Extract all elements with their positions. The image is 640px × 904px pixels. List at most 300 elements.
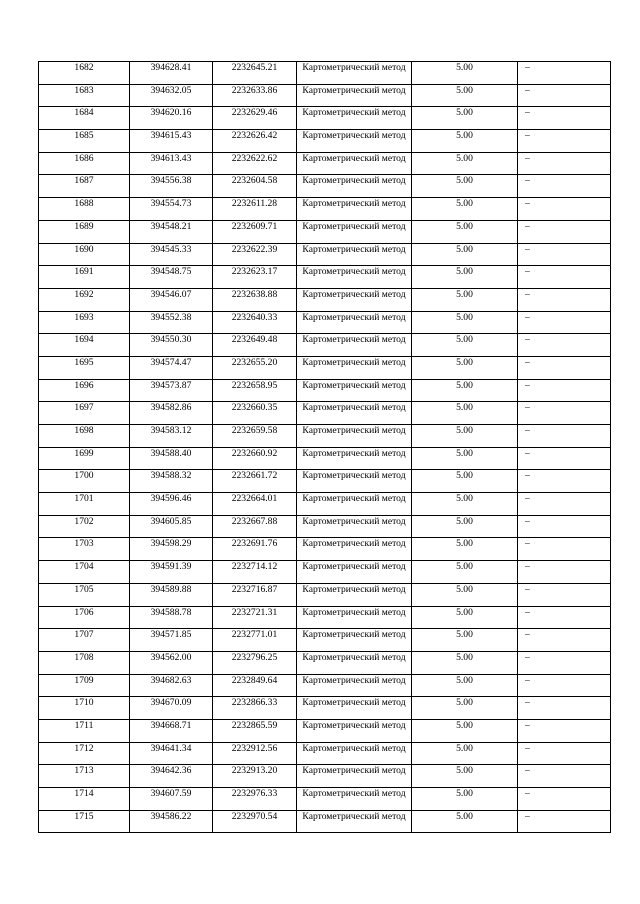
accuracy-text: 5.00 — [456, 175, 473, 187]
method-text: Картометрический метод — [302, 765, 406, 777]
note-text: – — [525, 538, 530, 550]
coordinates-table — [38, 61, 611, 833]
y-coordinate-text: 2232970.54 — [231, 810, 278, 822]
point-number-cell — [39, 402, 130, 425]
accuracy-cell — [412, 130, 518, 153]
y-coordinate-cell — [213, 425, 297, 448]
x-coordinate-text: 394605.85 — [150, 515, 192, 527]
point-number-text: 1703 — [74, 538, 94, 550]
method-text: Картометрический метод — [302, 379, 406, 391]
method-cell — [297, 561, 412, 584]
x-coordinate-text: 394598.29 — [150, 538, 192, 550]
y-coordinate-cell — [213, 288, 297, 311]
method-text: Картометрический метод — [302, 152, 406, 164]
method-text: Картометрический метод — [302, 788, 406, 799]
point-number-cell — [39, 425, 130, 448]
accuracy-text: 5.00 — [456, 697, 473, 709]
table-row — [39, 62, 611, 85]
x-coordinate-text: 394586.22 — [150, 810, 192, 822]
y-coordinate-cell — [213, 674, 297, 697]
x-coordinate-text: 394588.78 — [150, 606, 192, 618]
note-text: – — [525, 288, 530, 300]
note-cell — [518, 243, 611, 266]
note-cell — [518, 515, 611, 538]
accuracy-cell — [412, 175, 518, 198]
accuracy-text: 5.00 — [456, 425, 473, 436]
y-coordinate-text: 2232645.21 — [231, 62, 278, 73]
x-coordinate-text: 394582.86 — [150, 402, 192, 414]
accuracy-cell — [412, 311, 518, 334]
x-coordinate-text: 394556.38 — [150, 175, 192, 187]
method-text: Картометрический метод — [302, 130, 406, 142]
x-coordinate-text: 394574.47 — [150, 356, 192, 368]
table-row — [39, 402, 611, 425]
y-coordinate-text: 2232976.33 — [231, 788, 278, 799]
method-cell — [297, 742, 412, 765]
y-coordinate-text: 2232629.46 — [231, 107, 278, 119]
point-number-text: 1694 — [74, 334, 94, 346]
note-cell — [518, 266, 611, 289]
method-text: Картометрический метод — [302, 606, 406, 618]
method-cell — [297, 651, 412, 674]
note-text: – — [525, 810, 530, 822]
y-coordinate-text: 2232622.62 — [231, 152, 278, 164]
x-coordinate-text: 394591.39 — [150, 561, 192, 573]
method-text: Картометрический метод — [302, 719, 406, 731]
y-coordinate-cell — [213, 606, 297, 629]
note-text: – — [525, 719, 530, 731]
method-text: Картометрический метод — [302, 742, 406, 754]
x-coordinate-cell — [130, 651, 213, 674]
accuracy-cell — [412, 629, 518, 652]
y-coordinate-cell — [213, 175, 297, 198]
accuracy-text: 5.00 — [456, 810, 473, 822]
x-coordinate-cell — [130, 107, 213, 130]
table-row — [39, 311, 611, 334]
x-coordinate-text: 394571.85 — [150, 629, 192, 641]
x-coordinate-cell — [130, 379, 213, 402]
accuracy-text: 5.00 — [456, 788, 473, 799]
point-number-text: 1709 — [74, 674, 94, 686]
x-coordinate-cell — [130, 583, 213, 606]
x-coordinate-text: 394548.21 — [150, 220, 192, 232]
x-coordinate-text: 394548.75 — [150, 266, 192, 278]
note-text: – — [525, 742, 530, 754]
point-number-text: 1683 — [74, 84, 94, 96]
accuracy-text: 5.00 — [456, 742, 473, 754]
note-cell — [518, 697, 611, 720]
note-cell — [518, 447, 611, 470]
note-cell — [518, 107, 611, 130]
method-cell — [297, 810, 412, 833]
method-text: Картометрический метод — [302, 470, 406, 482]
point-number-text: 1687 — [74, 175, 94, 187]
point-number-text: 1689 — [74, 220, 94, 232]
accuracy-cell — [412, 356, 518, 379]
table-row — [39, 288, 611, 311]
point-number-text: 1691 — [74, 266, 94, 278]
note-cell — [518, 606, 611, 629]
y-coordinate-text: 2232622.39 — [231, 243, 278, 255]
accuracy-cell — [412, 651, 518, 674]
method-cell — [297, 629, 412, 652]
x-coordinate-text: 394588.32 — [150, 470, 192, 482]
point-number-cell — [39, 62, 130, 85]
y-coordinate-cell — [213, 742, 297, 765]
x-coordinate-cell — [130, 493, 213, 516]
accuracy-cell — [412, 62, 518, 85]
y-coordinate-text: 2232716.87 — [231, 583, 278, 595]
accuracy-text: 5.00 — [456, 107, 473, 119]
accuracy-cell — [412, 220, 518, 243]
note-text: – — [525, 356, 530, 368]
y-coordinate-text: 2232796.25 — [231, 651, 278, 663]
accuracy-cell — [412, 719, 518, 742]
y-coordinate-text: 2232611.28 — [231, 198, 278, 210]
note-cell — [518, 311, 611, 334]
y-coordinate-text: 2232865.59 — [231, 719, 278, 731]
note-text: – — [525, 402, 530, 414]
accuracy-text: 5.00 — [456, 220, 473, 232]
x-coordinate-cell — [130, 788, 213, 811]
y-coordinate-text: 2232849.64 — [231, 674, 278, 686]
point-number-cell — [39, 651, 130, 674]
method-cell — [297, 243, 412, 266]
accuracy-cell — [412, 425, 518, 448]
method-text: Картометрический метод — [302, 674, 406, 686]
method-cell — [297, 311, 412, 334]
accuracy-text: 5.00 — [456, 243, 473, 255]
method-text: Картометрический метод — [302, 697, 406, 709]
point-number-text: 1682 — [74, 62, 94, 73]
accuracy-cell — [412, 583, 518, 606]
method-text: Картометрический метод — [302, 84, 406, 96]
accuracy-text: 5.00 — [456, 379, 473, 391]
x-coordinate-cell — [130, 266, 213, 289]
note-text: – — [525, 765, 530, 777]
accuracy-cell — [412, 266, 518, 289]
table-row — [39, 447, 611, 470]
method-text: Картометрический метод — [302, 583, 406, 595]
y-coordinate-cell — [213, 561, 297, 584]
x-coordinate-text: 394670.09 — [150, 697, 192, 709]
y-coordinate-text: 2232604.58 — [231, 175, 278, 187]
accuracy-cell — [412, 697, 518, 720]
point-number-text: 1711 — [74, 719, 94, 731]
method-text: Картометрический метод — [302, 425, 406, 436]
y-coordinate-text: 2232609.71 — [231, 220, 278, 232]
note-text: – — [525, 334, 530, 346]
method-text: Картометрический метод — [302, 175, 406, 187]
accuracy-text: 5.00 — [456, 152, 473, 164]
y-coordinate-text: 2232659.58 — [231, 425, 278, 436]
note-cell — [518, 84, 611, 107]
y-coordinate-cell — [213, 583, 297, 606]
table-row — [39, 515, 611, 538]
accuracy-cell — [412, 402, 518, 425]
y-coordinate-cell — [213, 719, 297, 742]
coordinates-table-body — [39, 62, 611, 833]
point-number-text: 1714 — [74, 788, 94, 799]
point-number-text: 1692 — [74, 288, 94, 300]
x-coordinate-cell — [130, 84, 213, 107]
x-coordinate-cell — [130, 288, 213, 311]
note-text: – — [525, 425, 530, 436]
point-number-text: 1706 — [74, 606, 94, 618]
method-text: Картометрический метод — [302, 651, 406, 663]
accuracy-text: 5.00 — [456, 84, 473, 96]
accuracy-cell — [412, 379, 518, 402]
table-row — [39, 470, 611, 493]
note-text: – — [525, 379, 530, 391]
point-number-cell — [39, 220, 130, 243]
table-row — [39, 379, 611, 402]
x-coordinate-cell — [130, 515, 213, 538]
x-coordinate-cell — [130, 311, 213, 334]
point-number-cell — [39, 606, 130, 629]
point-number-text: 1684 — [74, 107, 94, 119]
y-coordinate-cell — [213, 198, 297, 221]
accuracy-text: 5.00 — [456, 561, 473, 573]
y-coordinate-cell — [213, 311, 297, 334]
table-row — [39, 356, 611, 379]
point-number-cell — [39, 493, 130, 516]
y-coordinate-cell — [213, 538, 297, 561]
y-coordinate-text: 2232714.12 — [231, 561, 278, 573]
x-coordinate-cell — [130, 470, 213, 493]
table-row — [39, 266, 611, 289]
y-coordinate-cell — [213, 220, 297, 243]
accuracy-text: 5.00 — [456, 719, 473, 731]
y-coordinate-cell — [213, 765, 297, 788]
note-text: – — [525, 493, 530, 505]
accuracy-text: 5.00 — [456, 515, 473, 527]
note-cell — [518, 561, 611, 584]
note-cell — [518, 470, 611, 493]
note-cell — [518, 198, 611, 221]
x-coordinate-cell — [130, 175, 213, 198]
point-number-text: 1705 — [74, 583, 94, 595]
method-cell — [297, 606, 412, 629]
method-cell — [297, 266, 412, 289]
accuracy-cell — [412, 742, 518, 765]
method-text: Картометрический метод — [302, 288, 406, 300]
note-text: – — [525, 561, 530, 573]
x-coordinate-text: 394596.46 — [150, 493, 192, 505]
note-cell — [518, 493, 611, 516]
method-cell — [297, 447, 412, 470]
point-number-cell — [39, 266, 130, 289]
table-row — [39, 175, 611, 198]
accuracy-text: 5.00 — [456, 62, 473, 73]
y-coordinate-cell — [213, 447, 297, 470]
x-coordinate-cell — [130, 538, 213, 561]
accuracy-text: 5.00 — [456, 402, 473, 414]
table-row — [39, 561, 611, 584]
note-text: – — [525, 198, 530, 210]
y-coordinate-text: 2232638.88 — [231, 288, 278, 300]
note-text: – — [525, 788, 530, 799]
point-number-text: 1704 — [74, 561, 94, 573]
table-row — [39, 651, 611, 674]
note-text: – — [525, 447, 530, 459]
y-coordinate-cell — [213, 130, 297, 153]
note-cell — [518, 674, 611, 697]
method-text: Картометрический метод — [302, 538, 406, 550]
table-row — [39, 788, 611, 811]
note-text: – — [525, 62, 530, 73]
method-cell — [297, 765, 412, 788]
x-coordinate-text: 394641.34 — [150, 742, 192, 754]
method-cell — [297, 334, 412, 357]
method-cell — [297, 220, 412, 243]
method-cell — [297, 674, 412, 697]
x-coordinate-text: 394562.00 — [150, 651, 192, 663]
y-coordinate-text: 2232649.48 — [231, 334, 278, 346]
y-coordinate-cell — [213, 84, 297, 107]
y-coordinate-text: 2232691.76 — [231, 538, 278, 550]
point-number-text: 1707 — [74, 629, 94, 641]
method-text: Картометрический метод — [302, 629, 406, 641]
x-coordinate-text: 394583.12 — [150, 425, 192, 436]
x-coordinate-cell — [130, 152, 213, 175]
note-text: – — [525, 152, 530, 164]
x-coordinate-text: 394588.40 — [150, 447, 192, 459]
point-number-cell — [39, 379, 130, 402]
x-coordinate-cell — [130, 198, 213, 221]
table-row — [39, 220, 611, 243]
y-coordinate-text: 2232640.33 — [231, 311, 278, 323]
method-text: Картометрический метод — [302, 243, 406, 255]
x-coordinate-cell — [130, 425, 213, 448]
y-coordinate-cell — [213, 356, 297, 379]
x-coordinate-cell — [130, 220, 213, 243]
accuracy-text: 5.00 — [456, 629, 473, 641]
accuracy-cell — [412, 107, 518, 130]
table-row — [39, 719, 611, 742]
point-number-text: 1701 — [74, 493, 94, 505]
note-cell — [518, 810, 611, 833]
accuracy-cell — [412, 606, 518, 629]
point-number-cell — [39, 356, 130, 379]
y-coordinate-cell — [213, 651, 297, 674]
accuracy-cell — [412, 765, 518, 788]
method-cell — [297, 697, 412, 720]
accuracy-text: 5.00 — [456, 198, 473, 210]
x-coordinate-cell — [130, 62, 213, 85]
x-coordinate-text: 394550.30 — [150, 334, 192, 346]
table-row — [39, 130, 611, 153]
x-coordinate-cell — [130, 130, 213, 153]
x-coordinate-cell — [130, 561, 213, 584]
accuracy-text: 5.00 — [456, 130, 473, 142]
x-coordinate-text: 394682.63 — [150, 674, 192, 686]
y-coordinate-cell — [213, 62, 297, 85]
x-coordinate-text: 394573.87 — [150, 379, 192, 391]
y-coordinate-cell — [213, 629, 297, 652]
point-number-cell — [39, 742, 130, 765]
point-number-cell — [39, 107, 130, 130]
point-number-text: 1710 — [74, 697, 94, 709]
y-coordinate-text: 2232660.35 — [231, 402, 278, 414]
note-cell — [518, 742, 611, 765]
x-coordinate-text: 394668.71 — [150, 719, 192, 731]
point-number-cell — [39, 152, 130, 175]
accuracy-cell — [412, 84, 518, 107]
point-number-cell — [39, 515, 130, 538]
accuracy-cell — [412, 470, 518, 493]
x-coordinate-cell — [130, 243, 213, 266]
x-coordinate-text: 394642.36 — [150, 765, 192, 777]
accuracy-text: 5.00 — [456, 765, 473, 777]
method-text: Картометрический метод — [302, 402, 406, 414]
x-coordinate-cell — [130, 334, 213, 357]
method-cell — [297, 583, 412, 606]
note-text: – — [525, 266, 530, 278]
y-coordinate-cell — [213, 334, 297, 357]
point-number-cell — [39, 470, 130, 493]
point-number-cell — [39, 674, 130, 697]
y-coordinate-cell — [213, 810, 297, 833]
method-cell — [297, 175, 412, 198]
note-cell — [518, 651, 611, 674]
x-coordinate-text: 394620.16 — [150, 107, 192, 119]
y-coordinate-text: 2232866.33 — [231, 697, 278, 709]
x-coordinate-cell — [130, 742, 213, 765]
point-number-cell — [39, 175, 130, 198]
y-coordinate-cell — [213, 266, 297, 289]
method-text: Картометрический метод — [302, 356, 406, 368]
y-coordinate-text: 2232633.86 — [231, 84, 278, 96]
note-text: – — [525, 311, 530, 323]
method-text: Картометрический метод — [302, 493, 406, 505]
y-coordinate-text: 2232771.01 — [231, 629, 278, 641]
x-coordinate-cell — [130, 356, 213, 379]
note-cell — [518, 719, 611, 742]
y-coordinate-cell — [213, 152, 297, 175]
x-coordinate-text: 394546.07 — [150, 288, 192, 300]
accuracy-text: 5.00 — [456, 288, 473, 300]
accuracy-cell — [412, 198, 518, 221]
accuracy-cell — [412, 447, 518, 470]
note-cell — [518, 788, 611, 811]
note-text: – — [525, 674, 530, 686]
point-number-cell — [39, 765, 130, 788]
point-number-text: 1698 — [74, 425, 94, 436]
x-coordinate-cell — [130, 719, 213, 742]
method-cell — [297, 515, 412, 538]
x-coordinate-text: 394545.33 — [150, 243, 192, 255]
accuracy-text: 5.00 — [456, 538, 473, 550]
x-coordinate-cell — [130, 810, 213, 833]
note-cell — [518, 130, 611, 153]
point-number-cell — [39, 719, 130, 742]
note-cell — [518, 152, 611, 175]
x-coordinate-cell — [130, 447, 213, 470]
x-coordinate-cell — [130, 697, 213, 720]
table-row — [39, 198, 611, 221]
point-number-text: 1702 — [74, 515, 94, 527]
table-row — [39, 107, 611, 130]
y-coordinate-text: 2232721.31 — [231, 606, 278, 618]
y-coordinate-text: 2232623.17 — [231, 266, 278, 278]
table-row — [39, 152, 611, 175]
y-coordinate-cell — [213, 107, 297, 130]
note-cell — [518, 220, 611, 243]
method-cell — [297, 425, 412, 448]
note-text: – — [525, 515, 530, 527]
y-coordinate-cell — [213, 697, 297, 720]
